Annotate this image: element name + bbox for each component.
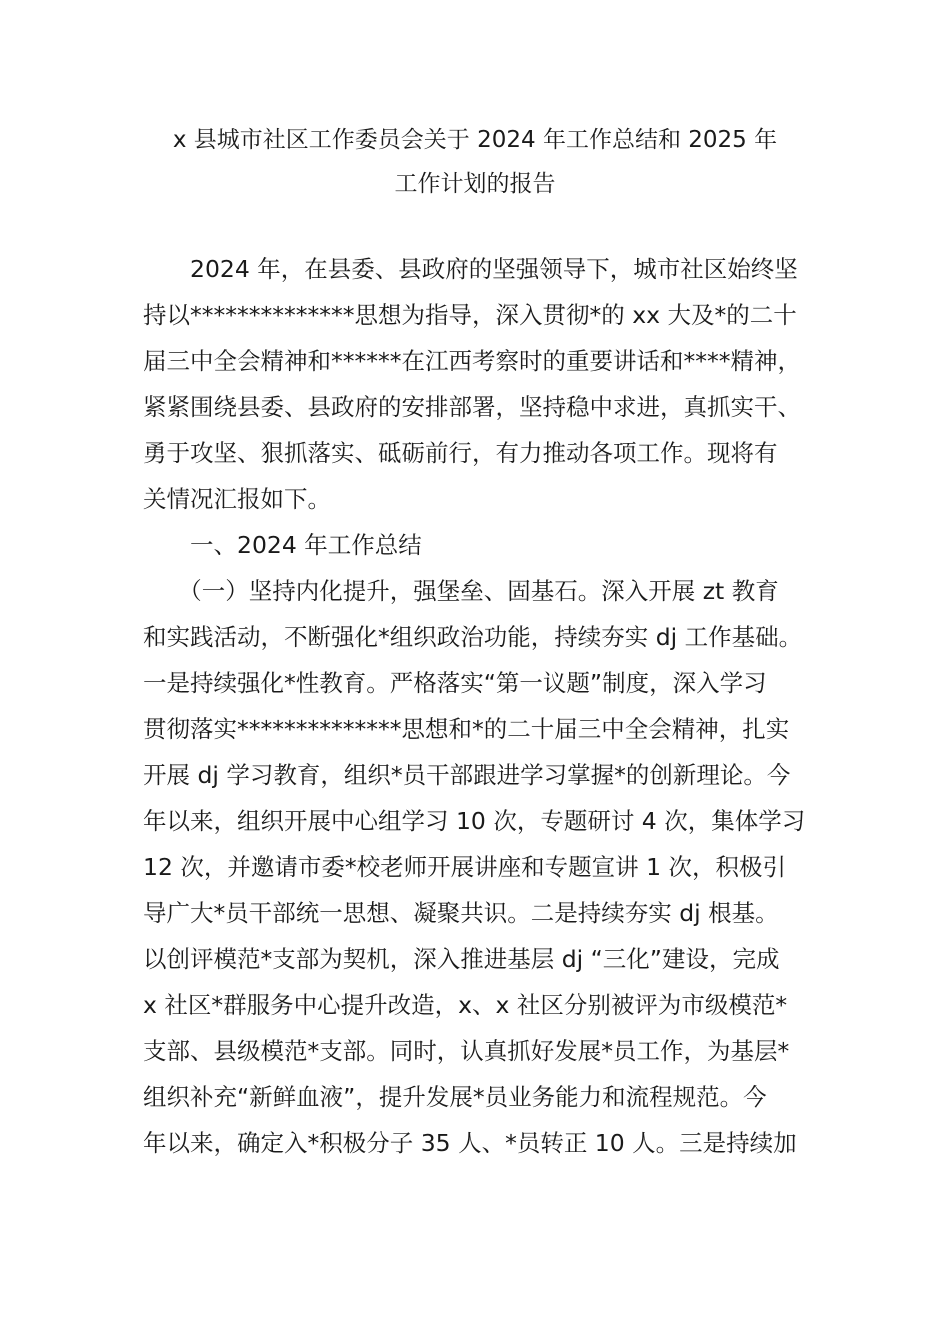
paragraph-line: 关情况汇报如下。	[143, 485, 331, 513]
paragraph-line: 支部、县级模范*支部。同时，认真抓好发展*员工作，为基层*	[143, 1037, 790, 1065]
paragraph-line: 届三中全会精神和******在江西考察时的重要讲话和****精神，	[143, 347, 801, 375]
paragraph-line: 12 次，并邀请市委*校老师开展讲座和专题宣讲 1 次，积极引	[143, 853, 787, 881]
paragraph-line: 2024 年，在县委、县政府的坚强领导下，城市社区始终坚	[143, 255, 798, 283]
paragraph-line: 一是持续强化*性教育。严格落实“第一议题”制度，深入学习	[143, 669, 767, 697]
document-title	[140, 118, 810, 206]
paragraph-line: x 社区*群服务中心提升改造，x、x 社区分别被评为市级模范*	[143, 991, 788, 1019]
title-line-2: 工作计划的报告	[394, 171, 556, 197]
paragraph-line: 年以来，确定入*积极分子 35 人、*员转正 10 人。三是持续加	[143, 1129, 797, 1157]
paragraph-line: 和实践活动，不断强化*组织政治功能，持续夯实 dj 工作基础。	[143, 623, 803, 651]
paragraph-line: 紧紧围绕县委、县政府的安排部署，坚持稳中求进，真抓实干、	[143, 393, 801, 421]
paragraph-line: 开展 dj 学习教育，组织*员干部跟进学习掌握*的创新理论。今	[143, 761, 791, 789]
paragraph-line: 年以来，组织开展中心组学习 10 次，专题研讨 4 次，集体学习	[143, 807, 806, 835]
paragraph-line: 导广大*员干部统一思想、凝聚共识。二是持续夯实 dj 根基。	[143, 899, 779, 927]
paragraph-line: 勇于攻坚、狠抓落实、砥砺前行，有力推动各项工作。现将有	[143, 439, 778, 467]
section-heading: 一、2024 年工作总结	[143, 531, 422, 559]
paragraph-line: 持以**************思想为指导，深入贯彻*的 xx 大及*的二十	[143, 301, 797, 329]
paragraph-line: （一）坚持内化提升，强堡垒、固基石。深入开展 zt 教育	[143, 577, 779, 605]
paragraph-line: 以创评模范*支部为契机，深入推进基层 dj “三化”建设，完成	[143, 945, 780, 973]
title-line-1: x 县城市社区工作委员会关于 2024 年工作总结和 2025 年	[172, 127, 778, 153]
paragraph-line: 贯彻落实**************思想和*的二十届三中全会精神，扎实	[143, 715, 790, 743]
paragraph-line: 组织补充“新鲜血液”，提升发展*员业务能力和流程规范。今	[143, 1083, 767, 1111]
